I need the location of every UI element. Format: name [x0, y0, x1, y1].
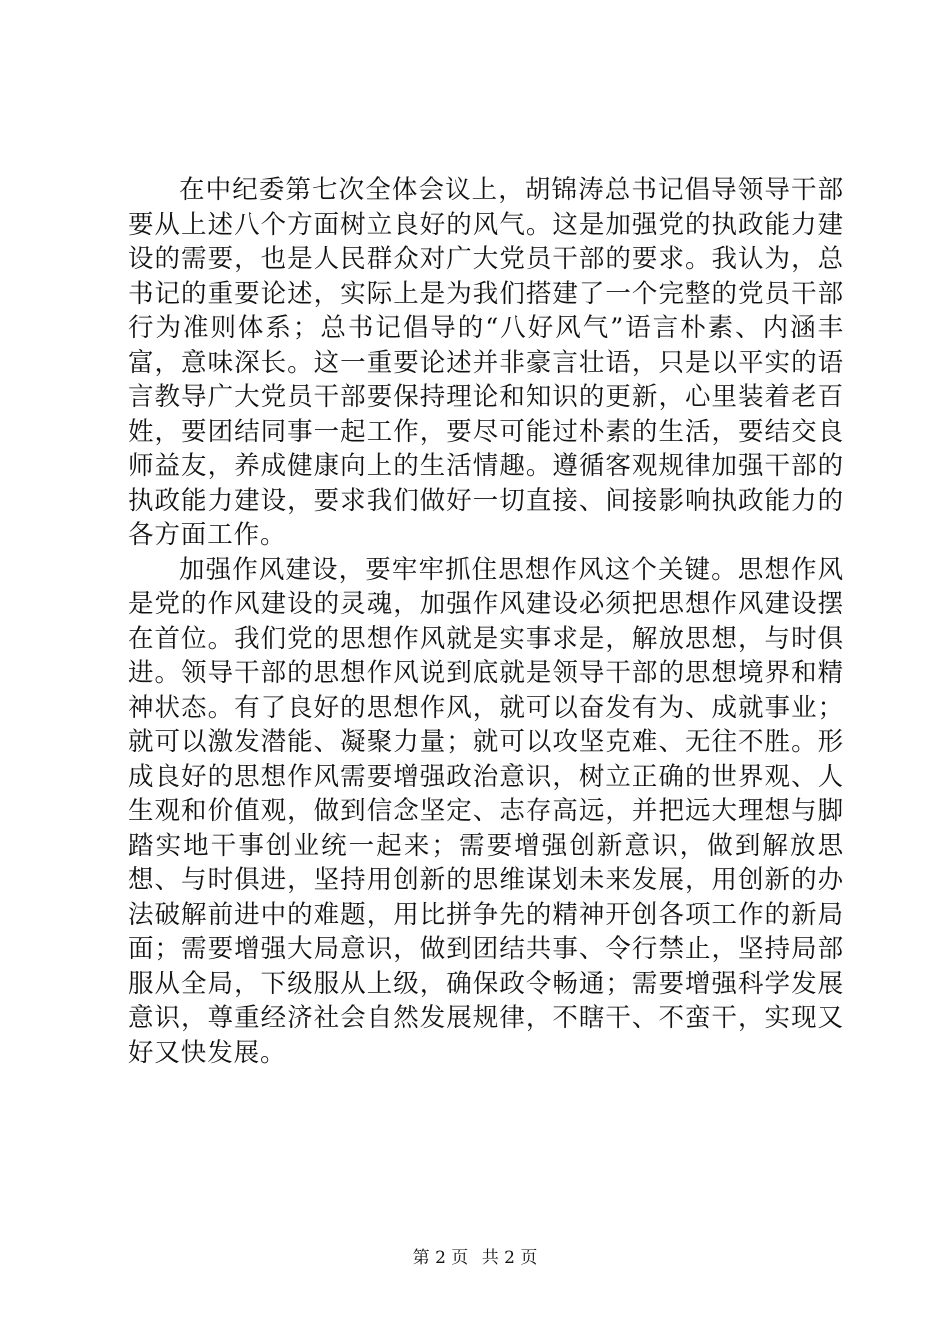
paragraph-2: 加强作风建设，要牢牢抓住思想作风这个关键。思想作风是党的作风建设的灵魂，加强作风建设必须把思想作风建设摆在首位。我们党的思想作风就是实事求是，解放思想，与时俱进。领导干部的思想作风说到底就是领导干部的思想境界和精神状态。有了良好的思想作风，就可以奋发有为、成就事业；就可以激发潜能、凝聚力量；就可以攻坚克难、无往不胜。形成良好的思想作风需要增强政治意识，树立正确的世界观、人生观和价值观，做到信念坚定、志存高远，并把远大理想与脚踏实地干事创业统一起来；需要增强创新意识，做到解放思想、与时俱进，坚持用创新的思维谋划未来发展，用创新的办法破解前进中的难题，用比拼争先的精神开创各项工作的新局面；需要增强大局意识，做到团结共事、令行禁止，坚持局部服从全局，下级服从上级，确保政令畅通；需要增强科学发展意识，尊重经济社会自然发展规律，不瞎干、不蛮干，实现又好又快发展。	[128, 554, 844, 1068]
page-footer	[0, 1243, 950, 1268]
document-body	[128, 173, 844, 1070]
page-number: 第 2 页	[412, 1248, 469, 1268]
page-total: 共 2 页	[481, 1248, 538, 1268]
paragraph-1: 在中纪委第七次全体会议上，胡锦涛总书记倡导领导干部要从上述八个方面树立良好的风气。这是加强党的执政能力建设的需要，也是人民群众对广大党员干部的要求。我认为，总书记的重要论述，实际上是为我们搭建了一个完整的党员干部行为准则体系；总书记倡导的“八好风气”语言朴素、内涵丰富，意味深长。这一重要论述并非豪言壮语，只是以平实的语言教导广大党员干部要保持理论和知识的更新，心里装着老百姓，要团结同事一起工作，要尽可能过朴素的生活，要结交良师益友，养成健康向上的生活情趣。遵循客观规律加强干部的执政能力建设，要求我们做好一切直接、间接影响执政能力的各方面工作。	[128, 175, 844, 550]
